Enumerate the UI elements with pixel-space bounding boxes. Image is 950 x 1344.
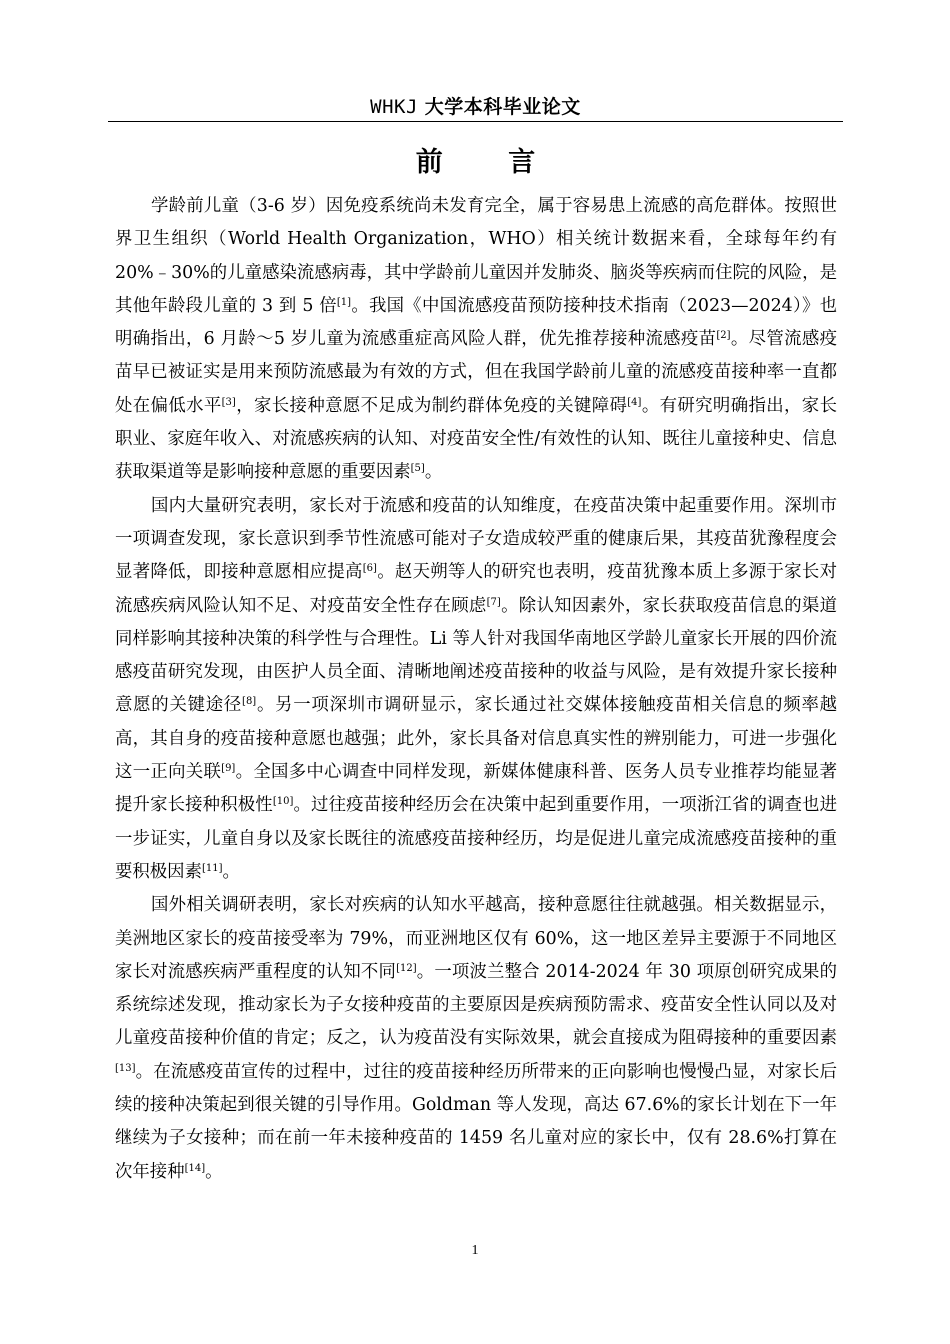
body-paragraph (115, 490, 837, 890)
paragraph-text: 。我国《中国流感疫苗预防接种技术指南（2023—2024）》也明确指出，6 月龄～5 岁儿童为流感重症高风险人群，优先推荐接种流感疫苗 (115, 295, 837, 350)
body-paragraph (115, 889, 837, 1189)
citation-ref: [13] (115, 1062, 136, 1074)
body-text (115, 190, 837, 1189)
citation-ref: [5] (410, 463, 425, 475)
citation-ref: [14] (184, 1162, 206, 1174)
paragraph-text: 。过往疫苗接种经历会在决策中起到重要作用，一项浙江省的调查也进一步证实，儿童自身以及家长既往的流感疫苗接种经历，均是促进儿童完成流感疫苗接种的重要积极因素 (115, 795, 837, 882)
citation-ref: [7] (486, 596, 501, 608)
paragraph-text: 。有研究明确指出，家长职业、家庭年收入、对流感疾病的认知、对疫苗安全性/有效性的认知、既往儿童接种史、信息获取渠道等是影响接种意愿的重要因素 (115, 395, 837, 483)
header-title: 大学本科毕业论文 (424, 96, 581, 118)
citation-ref: [9] (221, 763, 236, 775)
paragraph-text: 。 (222, 861, 240, 882)
citation-ref: [1] (336, 296, 352, 308)
citation-ref: [4] (627, 396, 642, 408)
paragraph-text: 。赵天朔等人的研究也表明，疫苗犹豫本质上多源于家长对流感疾病风险认知不足、对疫苗安全性存在顾虑 (115, 562, 837, 616)
citation-ref: [2] (716, 330, 731, 342)
paragraph-text: 。 (205, 1161, 223, 1182)
paragraph-text: ，家长接种意愿不足成为制约群体免疫的关键障碍 (235, 395, 628, 416)
page-number: 1 (471, 1243, 479, 1258)
paragraph-text: 。全国多中心调查中同样发现，新媒体健康科普、医务人员专业推荐均能显著提升家长接种积极性 (115, 762, 837, 816)
header-prefix: WHKJ (370, 96, 418, 118)
paragraph-text: 学龄前儿童（3-6 岁）因免疫系统尚未发育完全，属于容易患上流感的高危群体。按照世界卫生组织（World Health Organization，WHO）相关统计数据来看，全球每年约有 20%﹣30%的儿童感染流感病毒，其中学龄前儿童因并发肺炎、脑炎等疾病而住院的风险，是其他年龄段儿童的 3 到 5 倍 (115, 196, 837, 316)
header-rule (108, 121, 843, 122)
running-header (108, 92, 843, 119)
paragraph-text: 国内大量研究表明，家长对于流感和疫苗的认知维度，在疫苗决策中起重要作用。深圳市一项调查发现，家长意识到季节性流感可能对子女造成较严重的健康后果，其疫苗犹豫程度会显著降低，即接种意愿相应提高 (115, 495, 837, 583)
paragraph-text: 。除认知因素外，家长获取疫苗信息的渠道同样影响其接种决策的科学性与合理性。Li 等人针对我国华南地区学龄儿童家长开展的四价流感疫苗研究发现，由医护人员全面、清晰地阐述疫苗接种的收益与风险，是有效提升家长接种意愿的关键途径 (115, 595, 837, 716)
citation-ref: [3] (221, 396, 236, 408)
paragraph-text: 。另一项深圳市调研显示，家长通过社交媒体接触疫苗相关信息的频率越高，其自身的疫苗接种意愿也越强；此外，家长具备对信息真实性的辨别能力，可进一步强化这一正向关联 (115, 695, 837, 783)
citation-ref: [11] (201, 862, 223, 874)
body-paragraph (115, 190, 837, 490)
citation-ref: [8] (242, 696, 257, 708)
paragraph-text: 。 (424, 462, 443, 483)
citation-ref: [12] (396, 962, 417, 974)
citation-ref: [6] (362, 563, 377, 575)
paragraph-text: 。在流感疫苗宣传的过程中，过往的疫苗接种经历所带来的正向影响也慢慢凸显，对家长后续的接种决策起到很关键的引导作用。Goldman 等人发现，高达 67.6%的家长计划在下一年继续为子女接种；而在前一年未接种疫苗的 1459 名儿童对应的家长中，仅有 28.6%打算在次年接种 (115, 1061, 837, 1182)
citation-ref: [10] (272, 796, 294, 808)
section-title: 前 言 (415, 147, 564, 178)
paragraph-text: 。尽管流感疫苗早已被证实是用来预防流感最为有效的方式，但在我国学龄前儿童的流感疫苗接种率一直都处在偏低水平 (115, 329, 837, 416)
paragraph-text: 。一项波兰整合 2014-2024 年 30 项原创研究成果的系统综述发现，推动家长为子女接种疫苗的主要原因是疾病预防需求、疫苗安全性认同以及对儿童疫苗接种价值的肯定；反之，认为疫苗没有实际效果，就会直接成为阻碍接种的重要因素 (115, 961, 837, 1049)
paragraph-text: 国外相关调研表明，家长对疾病的认知水平越高，接种意愿往往就越强。相关数据显示，美洲地区家长的疫苗接受率为 79%，而亚洲地区仅有 60%，这一地区差异主要源于不同地区家长对流感疾病严重程度的认知不同 (115, 895, 837, 982)
